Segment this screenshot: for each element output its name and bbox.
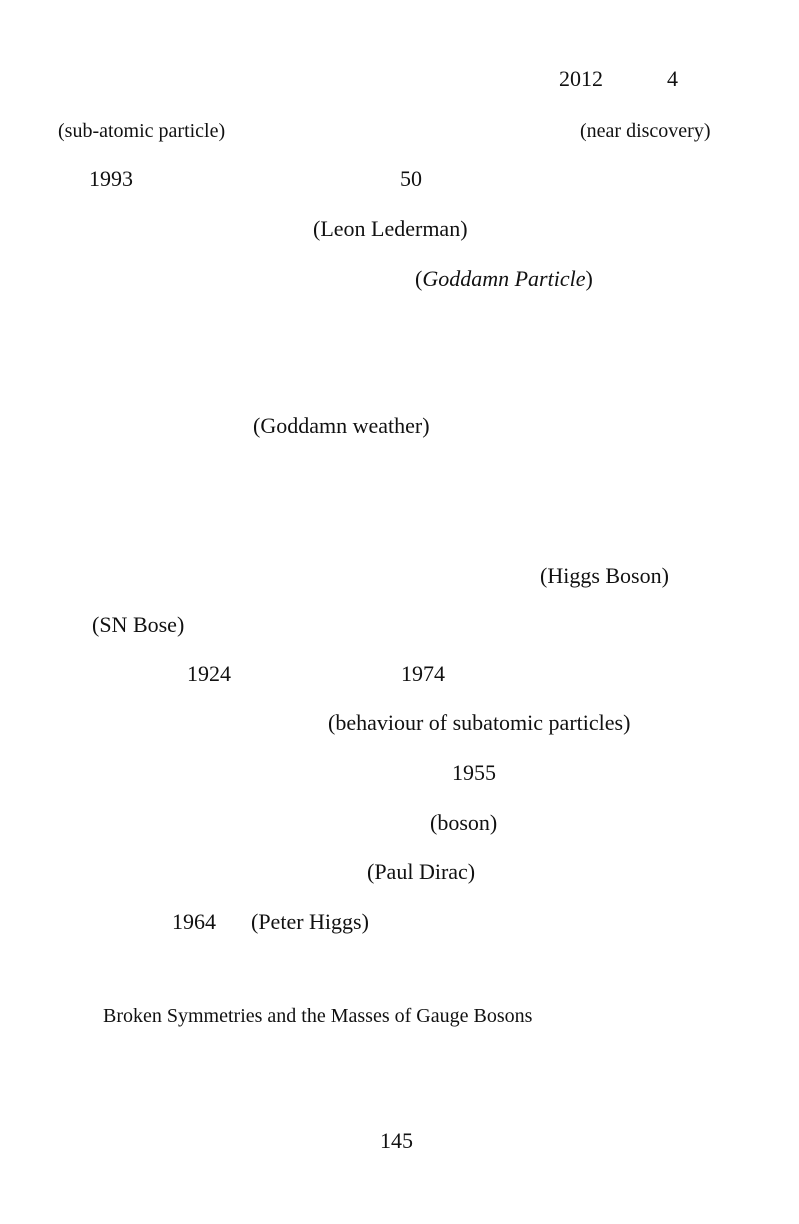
year-1993: 1993 (89, 166, 133, 191)
goddamn-particle-open: ( (415, 266, 423, 291)
goddamn-particle-close: ) (585, 266, 593, 291)
leon-lederman: (Leon Lederman) (313, 216, 468, 241)
boson: (boson) (430, 810, 498, 835)
goddamn-particle-title: Goddamn Particle (422, 266, 586, 291)
behaviour-of-subatomic-particles: (behaviour of subatomic particles) (328, 710, 631, 735)
near-discovery: (near discovery) (580, 120, 711, 142)
sub-atomic-particle: (sub-atomic particle) (58, 120, 226, 142)
paper-title: Broken Symmetries and the Masses of Gauge Bosons (103, 1005, 533, 1027)
year-1955: 1955 (452, 760, 496, 785)
number-50: 50 (400, 166, 422, 191)
higgs-boson: (Higgs Boson) (540, 563, 669, 588)
paul-dirac: (Paul Dirac) (367, 859, 476, 884)
number-4: 4 (667, 66, 678, 91)
goddamn-weather: (Goddamn weather) (253, 413, 430, 438)
goddamn-particle (415, 266, 593, 292)
year-1964: 1964 (172, 909, 216, 934)
page-number: 145 (380, 1128, 413, 1153)
peter-higgs: (Peter Higgs) (251, 909, 369, 934)
year-1924: 1924 (187, 661, 231, 686)
year-2012: 2012 (559, 66, 603, 91)
year-1974: 1974 (401, 661, 445, 686)
sn-bose: (SN Bose) (92, 612, 185, 637)
